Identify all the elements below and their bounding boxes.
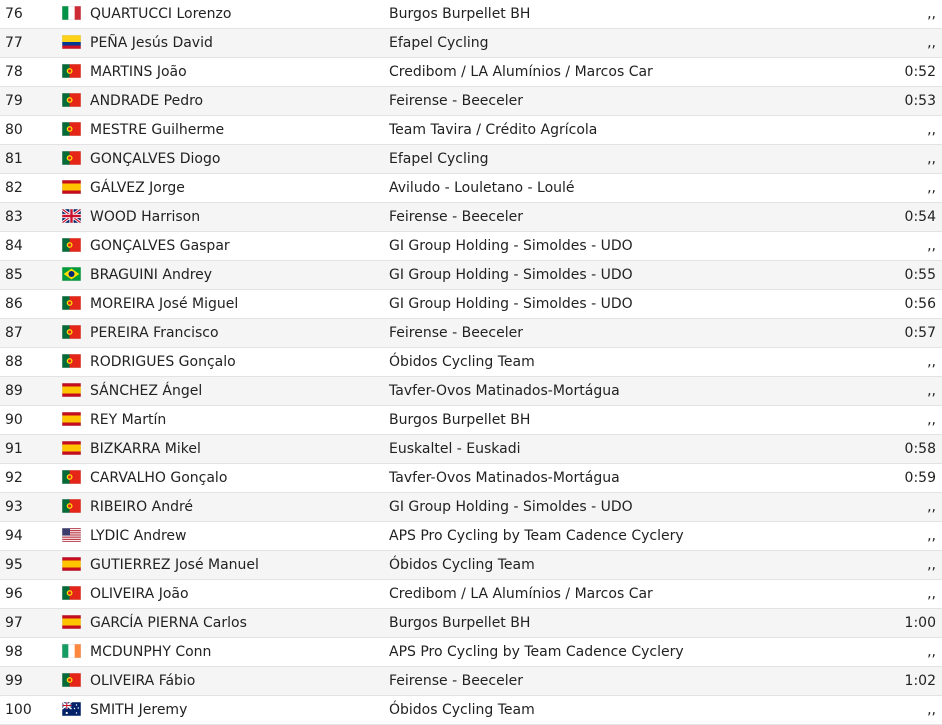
rider-name-link[interactable]: GONÇALVES Diogo [90,151,221,167]
team-name-link[interactable]: Efapel Cycling [389,35,489,51]
team-name-link[interactable]: GI Group Holding - Simoldes - UDO [389,296,633,312]
rank-cell: 79 [5,93,23,109]
team-name-link[interactable]: Feirense - Beeceler [389,673,523,689]
team-name-link[interactable]: Efapel Cycling [389,151,489,167]
rank-cell: 92 [5,470,23,486]
rider-name-link[interactable]: BRAGUINI Andrey [90,267,213,283]
rider-name-link[interactable]: CARVALHO Gonçalo [90,470,228,486]
time-gap-cell: ,, [927,180,936,196]
rank-cell: 81 [5,151,23,167]
pt-flag-icon [62,354,81,368]
rank-cell: 78 [5,64,23,80]
pt-flag-icon [62,151,81,165]
rider-name-link[interactable]: GÁLVEZ Jorge [90,180,185,196]
team-name-link[interactable]: APS Pro Cycling by Team Cadence Cyclery [389,644,684,660]
es-flag-icon [62,557,81,571]
time-gap-cell: ,, [927,702,936,718]
team-name-link[interactable]: Óbidos Cycling Team [389,702,535,718]
pt-flag-icon [62,470,81,484]
rider-name-link[interactable]: OLIVEIRA Fábio [90,673,196,689]
pt-flag-icon [62,296,81,310]
table-row [0,145,942,174]
table-row [0,174,942,203]
table-row [0,116,942,145]
team-name-link[interactable]: GI Group Holding - Simoldes - UDO [389,267,633,283]
team-name-link[interactable]: Burgos Burpellet BH [389,615,531,631]
rank-cell: 90 [5,412,23,428]
es-flag-icon [62,412,81,426]
time-gap-cell: ,, [927,6,936,22]
rider-name-link[interactable]: MOREIRA José Miguel [90,296,239,312]
table-row [0,203,942,232]
time-gap-cell: ,, [927,557,936,573]
rank-cell: 84 [5,238,23,254]
rider-name-link[interactable]: REY Martín [90,412,167,428]
table-row [0,377,942,406]
time-gap-cell: 0:59 [904,470,936,486]
time-gap-cell: 0:55 [904,267,936,283]
table-row [0,551,942,580]
time-gap-cell: ,, [927,412,936,428]
time-gap-cell: ,, [927,528,936,544]
es-flag-icon [62,615,81,629]
rank-cell: 86 [5,296,23,312]
team-name-link[interactable]: Óbidos Cycling Team [389,354,535,370]
team-name-link[interactable]: Feirense - Beeceler [389,93,523,109]
es-flag-icon [62,441,81,455]
table-row [0,464,942,493]
team-name-link[interactable]: Feirense - Beeceler [389,209,523,225]
table-row [0,319,942,348]
team-name-link[interactable]: Credibom / LA Alumínios / Marcos Car [389,64,653,80]
rider-name-link[interactable]: BIZKARRA Mikel [90,441,201,457]
rank-cell: 99 [5,673,23,689]
table-row [0,406,942,435]
time-gap-cell: 0:58 [904,441,936,457]
rank-cell: 82 [5,180,23,196]
gb-flag-icon [62,209,81,223]
team-name-link[interactable]: Feirense - Beeceler [389,325,523,341]
us-flag-icon [62,528,81,542]
team-name-link[interactable]: Óbidos Cycling Team [389,557,535,573]
team-name-link[interactable]: Euskaltel - Euskadi [389,441,521,457]
rank-cell: 100 [5,702,32,718]
rider-name-link[interactable]: MARTINS João [90,64,187,80]
table-row [0,696,942,725]
rider-name-link[interactable]: RODRIGUES Gonçalo [90,354,236,370]
table-row [0,667,942,696]
team-name-link[interactable]: Credibom / LA Alumínios / Marcos Car [389,586,653,602]
rider-name-link[interactable]: MCDUNPHY Conn [90,644,212,660]
time-gap-cell: 1:00 [904,615,936,631]
rank-cell: 91 [5,441,23,457]
table-row [0,580,942,609]
pt-flag-icon [62,673,81,687]
ie-flag-icon [62,644,81,658]
es-flag-icon [62,383,81,397]
pt-flag-icon [62,122,81,136]
table-row [0,493,942,522]
rank-cell: 83 [5,209,23,225]
table-row [0,232,942,261]
rider-name-link[interactable]: SÁNCHEZ Ángel [90,383,203,399]
au-flag-icon [62,702,81,716]
rank-cell: 80 [5,122,23,138]
team-name-link[interactable]: APS Pro Cycling by Team Cadence Cyclery [389,528,684,544]
time-gap-cell: 0:53 [904,93,936,109]
rider-name-link[interactable]: WOOD Harrison [90,209,201,225]
rider-name-link[interactable]: MESTRE Guilherme [90,122,225,138]
pt-flag-icon [62,586,81,600]
rank-cell: 77 [5,35,23,51]
rider-name-link[interactable]: GUTIERREZ José Manuel [90,557,259,573]
time-gap-cell: 0:56 [904,296,936,312]
rank-cell: 93 [5,499,23,515]
rank-cell: 89 [5,383,23,399]
team-name-link[interactable]: Tavfer-Ovos Matinados-Mortágua [389,383,620,399]
rider-name-link[interactable]: QUARTUCCI Lorenzo [90,6,232,22]
pt-flag-icon [62,93,81,107]
table-row [0,0,942,29]
time-gap-cell: ,, [927,644,936,660]
time-gap-cell: 0:54 [904,209,936,225]
team-name-link[interactable]: Team Tavira / Crédito Agrícola [389,122,598,138]
table-row [0,638,942,667]
team-name-link[interactable]: GI Group Holding - Simoldes - UDO [389,238,633,254]
rank-cell: 94 [5,528,23,544]
co-flag-icon [62,35,81,49]
time-gap-cell: ,, [927,238,936,254]
table-row [0,435,942,464]
es-flag-icon [62,180,81,194]
rider-name-link[interactable]: GONÇALVES Gaspar [90,238,230,254]
it-flag-icon [62,6,81,20]
rank-cell: 98 [5,644,23,660]
team-name-link[interactable]: Burgos Burpellet BH [389,412,531,428]
rider-name-link[interactable]: ANDRADE Pedro [90,93,204,109]
rider-name-link[interactable]: SMITH Jeremy [90,702,188,718]
team-name-link[interactable]: Burgos Burpellet BH [389,6,531,22]
team-name-link[interactable]: Aviludo - Louletano - Loulé [389,180,575,196]
rank-cell: 87 [5,325,23,341]
table-row [0,348,942,377]
time-gap-cell: ,, [927,122,936,138]
time-gap-cell: 0:52 [904,64,936,80]
pt-flag-icon [62,64,81,78]
time-gap-cell: 1:02 [904,673,936,689]
table-row [0,522,942,551]
time-gap-cell: ,, [927,354,936,370]
rank-cell: 95 [5,557,23,573]
rider-name-link[interactable]: GARCÍA PIERNA Carlos [90,615,247,631]
pt-flag-icon [62,325,81,339]
rider-name-link[interactable]: LYDIC Andrew [90,528,187,544]
time-gap-cell: ,, [927,586,936,602]
rank-cell: 88 [5,354,23,370]
time-gap-cell: ,, [927,499,936,515]
rank-cell: 85 [5,267,23,283]
table-row [0,290,942,319]
time-gap-cell: ,, [927,35,936,51]
team-name-link[interactable]: Tavfer-Ovos Matinados-Mortágua [389,470,620,486]
br-flag-icon [62,267,81,281]
team-name-link[interactable]: GI Group Holding - Simoldes - UDO [389,499,633,515]
rider-name-link[interactable]: PEREIRA Francisco [90,325,219,341]
time-gap-cell: ,, [927,383,936,399]
rider-name-link[interactable]: OLIVEIRA João [90,586,189,602]
pt-flag-icon [62,499,81,513]
rank-cell: 97 [5,615,23,631]
rank-cell: 96 [5,586,23,602]
time-gap-cell: ,, [927,151,936,167]
rider-name-link[interactable]: RIBEIRO André [90,499,194,515]
table-row [0,87,942,116]
pt-flag-icon [62,238,81,252]
table-row [0,58,942,87]
rank-cell: 76 [5,6,23,22]
table-row [0,609,942,638]
table-row [0,261,942,290]
time-gap-cell: 0:57 [904,325,936,341]
rider-name-link[interactable]: PEÑA Jesús David [90,35,213,51]
table-row [0,29,942,58]
